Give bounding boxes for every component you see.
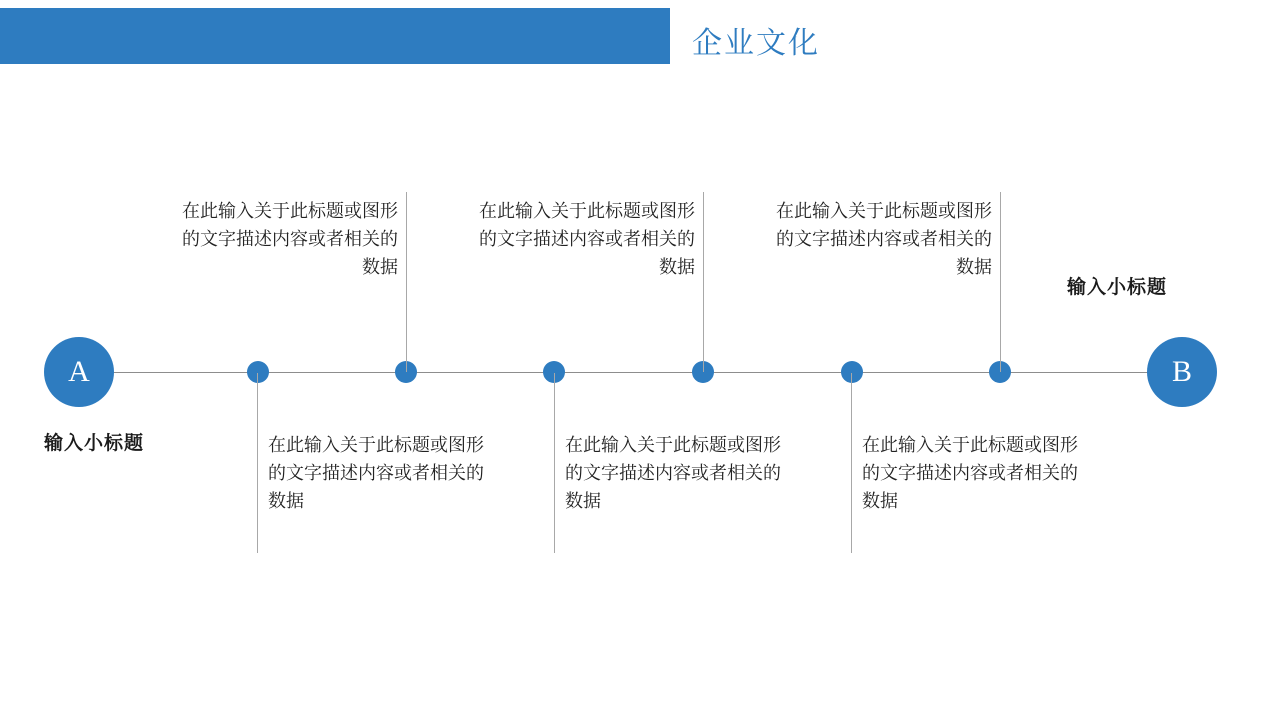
timeline-connector-down [851,373,852,553]
timeline-item-text: 在此输入关于此标题或图形的文字描述内容或者相关的数据 [268,435,484,511]
timeline-node-a[interactable]: A [44,337,114,407]
timeline-connector-down [554,373,555,553]
timeline-connector-down [257,373,258,553]
timeline-item-text: 在此输入关于此标题或图形的文字描述内容或者相关的数据 [479,201,695,277]
timeline-item-text: 在此输入关于此标题或图形的文字描述内容或者相关的数据 [565,435,781,511]
timeline-axis [78,372,1186,373]
timeline-node-b[interactable]: B [1147,337,1217,407]
timeline-connector-up [1000,192,1001,372]
timeline-item-text: 在此输入关于此标题或图形的文字描述内容或者相关的数据 [862,435,1078,511]
timeline-connector-up [406,192,407,372]
timeline-item-text: 在此输入关于此标题或图形的文字描述内容或者相关的数据 [182,201,398,277]
timeline-item-text: 在此输入关于此标题或图形的文字描述内容或者相关的数据 [776,201,992,277]
timeline-dot[interactable] [841,361,863,383]
timeline-node-a-label: 输入小标题 [44,433,145,454]
timeline-connector-up [703,192,704,372]
timeline-node-b-label: 输入小标题 [1067,277,1168,298]
timeline-dot[interactable] [247,361,269,383]
page-title: 企业文化 [692,27,820,60]
